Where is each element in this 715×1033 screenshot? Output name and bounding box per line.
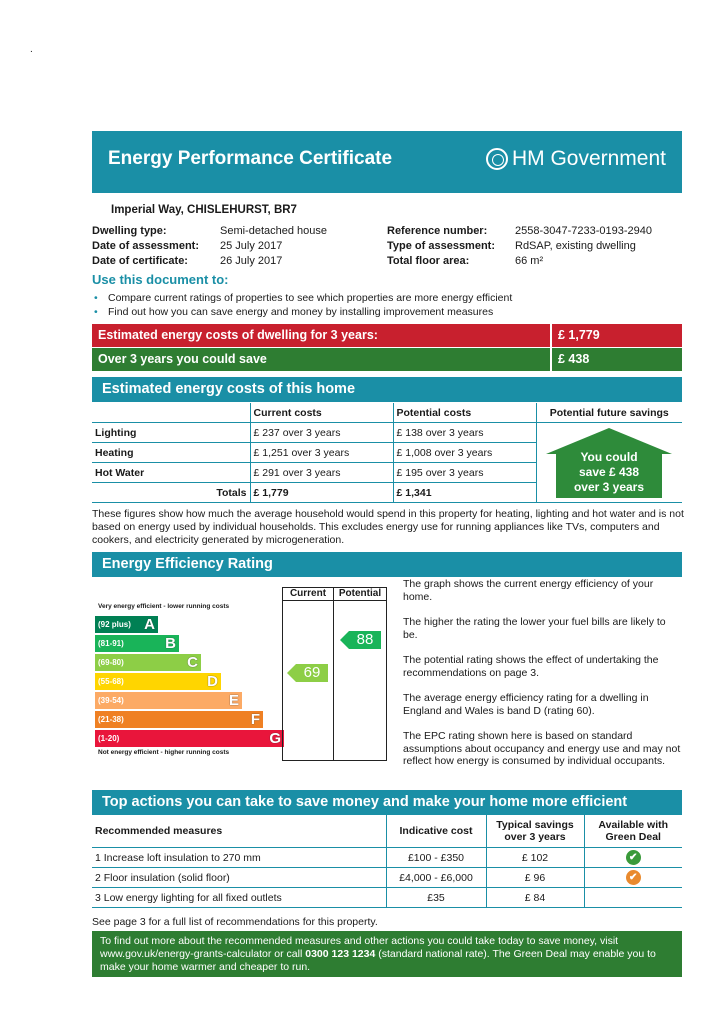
- dwelling-type-label: Dwelling type:: [92, 225, 167, 237]
- table-header: Current costs: [250, 403, 393, 423]
- rating-band: [95, 692, 242, 709]
- rating-band: [95, 616, 158, 633]
- reference-label: Reference number:: [387, 225, 488, 237]
- potential-cost: £ 1,008 over 3 years: [393, 443, 536, 463]
- table-header: Available with Green Deal: [584, 815, 682, 848]
- estimated-costs-bar: [92, 324, 682, 347]
- divider: [550, 348, 552, 371]
- phone-number: 0300 123 1234: [305, 948, 376, 960]
- band-range: (69-80): [98, 658, 124, 667]
- typical-saving: £ 96: [486, 868, 584, 888]
- arrow-line: over 3 years: [573, 480, 645, 494]
- band-range: (92 plus): [98, 620, 131, 629]
- band-range: (21-38): [98, 715, 124, 724]
- indicative-cost: £35: [386, 888, 486, 908]
- property-address: Imperial Way, CHISLEHURST, BR7: [111, 204, 297, 216]
- table-header: Recommended measures: [92, 815, 386, 848]
- measure-name: 3 Low energy lighting for all fixed outlets: [92, 888, 386, 908]
- arrow-line: save £ 438: [578, 465, 640, 479]
- table-header-row: [92, 403, 682, 423]
- potential-column-header: Potential: [338, 588, 382, 599]
- page-title: Energy Performance Certificate: [108, 148, 393, 169]
- hm-government-logo: [486, 147, 666, 171]
- band-range: (55-68): [98, 677, 124, 686]
- savings-bar: [92, 348, 682, 371]
- header-banner: [92, 131, 682, 193]
- costs-note: These figures show how much the average household would spend in this property for heating, lighting and hot water and is not based on energy used by individual households. This excludes energy use for running appliances like TVs, computers and cookers, and electricity generated by microgeneration.: [92, 508, 684, 546]
- details-left-values: [220, 224, 327, 269]
- pointer-arrow-icon: [340, 631, 349, 649]
- potential-cost: £ 195 over 3 years: [393, 463, 536, 483]
- crest-icon: [486, 148, 508, 170]
- divider: [282, 760, 387, 761]
- efficiency-explanation: [403, 578, 683, 781]
- more-info-box: [92, 931, 682, 977]
- section-title: Energy Efficiency Rating: [102, 556, 273, 572]
- table-header: [92, 403, 250, 423]
- table-row: [92, 868, 682, 888]
- table-header-row: [92, 815, 682, 848]
- typical-saving: £ 102: [486, 848, 584, 868]
- table-row: [92, 848, 682, 868]
- table-header: Potential costs: [393, 403, 536, 423]
- total-potential: £ 1,341: [393, 483, 536, 503]
- assessment-type-label: Type of assessment:: [387, 240, 496, 252]
- band-range: (1-20): [98, 734, 120, 743]
- band-letter: D: [207, 673, 218, 690]
- divider: [386, 587, 387, 760]
- indicative-cost: £100 - £350: [386, 848, 486, 868]
- arrow-text: [546, 450, 672, 495]
- efficient-note: Very energy efficient - lower running costs: [98, 603, 230, 610]
- indicative-cost: £4,000 - £6,000: [386, 868, 486, 888]
- band-letter: G: [269, 730, 281, 747]
- explanation-paragraph: The graph shows the current energy efficiency of your home.: [403, 578, 654, 603]
- date-certificate-label: Date of certificate:: [92, 255, 188, 267]
- more-info-text: (standard national rate). The Green Deal may enable you to make your home warmer and cheaper to run.: [100, 948, 656, 973]
- inefficient-note: Not energy efficient - higher running costs: [98, 749, 230, 756]
- stray-mark: .: [30, 44, 33, 55]
- band-letter: B: [165, 635, 176, 652]
- use-document-title: Use this document to:: [92, 272, 229, 287]
- cost-item-name: Hot Water: [92, 463, 250, 483]
- band-letter: C: [187, 654, 198, 671]
- section-title: Estimated energy costs of this home: [102, 381, 356, 397]
- rating-band: [95, 635, 179, 652]
- efficiency-graph: [92, 582, 387, 764]
- band-letter: F: [250, 711, 260, 728]
- total-current: £ 1,779: [250, 483, 393, 503]
- current-rating: 69: [296, 664, 328, 682]
- details-right-values: [515, 224, 652, 269]
- list-item: • Find out how you can save energy and money by installing improvement measures: [92, 305, 512, 319]
- explanation-paragraph: The higher the rating the lower your fuel bills are likely to be.: [403, 616, 666, 641]
- list-item: • Compare current ratings of properties to see which properties are more energy efficient: [92, 291, 512, 305]
- divider: [282, 600, 387, 601]
- date-assessment: 25 July 2017: [220, 240, 283, 252]
- current-column-header: Current: [289, 588, 327, 599]
- date-certificate: 26 July 2017: [220, 255, 283, 267]
- cost-item-name: Heating: [92, 443, 250, 463]
- rating-band: [95, 673, 221, 690]
- current-cost: £ 237 over 3 years: [250, 423, 393, 443]
- band-letter: E: [228, 692, 239, 709]
- details-right-labels: [387, 224, 495, 269]
- cost-item-name: Lighting: [92, 423, 250, 443]
- band-range: (81-91): [98, 639, 124, 648]
- savings-label: Over 3 years you could save: [98, 352, 267, 366]
- savings-arrow: [546, 428, 672, 498]
- arrow-line: You could: [580, 450, 638, 464]
- band-range: (39-54): [98, 696, 124, 705]
- green-deal-cell: [584, 888, 682, 908]
- potential-cost: £ 138 over 3 years: [393, 423, 536, 443]
- current-cost: £ 291 over 3 years: [250, 463, 393, 483]
- savings-value: £ 438: [558, 352, 590, 366]
- use-document-list: [92, 291, 512, 319]
- check-icon: ✔: [626, 850, 641, 865]
- check-icon: ✔: [626, 870, 641, 885]
- band-letter: A: [144, 616, 155, 633]
- rating-band: [95, 654, 201, 671]
- dwelling-type: Semi-detached house: [220, 225, 328, 237]
- estimated-costs-value: £ 1,779: [558, 328, 600, 342]
- see-page-note: See page 3 for a full list of recommendations for this property.: [92, 916, 378, 928]
- explanation-paragraph: The potential rating shows the effect of undertaking the recommendations on page 3.: [403, 654, 659, 679]
- potential-rating: 88: [349, 631, 381, 649]
- actions-section-header: [92, 790, 682, 815]
- section-title: Top actions you can take to save money and make your home more efficient: [102, 794, 628, 810]
- table-header: Indicative cost: [386, 815, 486, 848]
- efficiency-section-header: [92, 552, 682, 577]
- floor-area: 66 m²: [515, 255, 544, 267]
- date-assessment-label: Date of assessment:: [92, 240, 199, 252]
- reference-number: 2558-3047-7233-0193-2940: [515, 225, 653, 237]
- costs-section-header: [92, 377, 682, 402]
- green-deal-cell: [584, 868, 682, 888]
- table-header: Typical savings over 3 years: [486, 815, 584, 848]
- explanation-paragraph: The EPC rating shown here is based on standard assumptions about occupancy and energy use and may not reflect how energy is consumed by individual occupants.: [403, 730, 681, 767]
- table-header: Potential future savings: [536, 403, 682, 423]
- typical-saving: £ 84: [486, 888, 584, 908]
- government-label: HM Government: [511, 147, 666, 170]
- rating-band: [95, 711, 263, 728]
- rating-band: [95, 730, 284, 747]
- measures-table: [92, 815, 682, 908]
- table-row: [92, 888, 682, 908]
- green-deal-cell: [584, 848, 682, 868]
- details-left-labels: [92, 224, 199, 269]
- totals-label: Totals: [92, 483, 250, 503]
- pointer-arrow-icon: [287, 664, 296, 682]
- estimated-costs-label: Estimated energy costs of dwelling for 3 years:: [98, 328, 378, 342]
- assessment-type: RdSAP, existing dwelling: [515, 240, 636, 252]
- more-info-text: To find out more about the recommended measures and other actions you could take today to save money, visit www.gov.uk/energy-grants-calculator or call: [100, 935, 619, 960]
- current-cost: £ 1,251 over 3 years: [250, 443, 393, 463]
- floor-area-label: Total floor area:: [387, 255, 470, 267]
- divider: [333, 587, 334, 760]
- divider: [282, 587, 387, 588]
- divider: [550, 324, 552, 347]
- divider: [282, 587, 283, 760]
- measure-name: 2 Floor insulation (solid floor): [92, 868, 386, 888]
- measure-name: 1 Increase loft insulation to 270 mm: [92, 848, 386, 868]
- explanation-paragraph: The average energy efficiency rating for a dwelling in England and Wales is band D (rating 60).: [403, 692, 649, 717]
